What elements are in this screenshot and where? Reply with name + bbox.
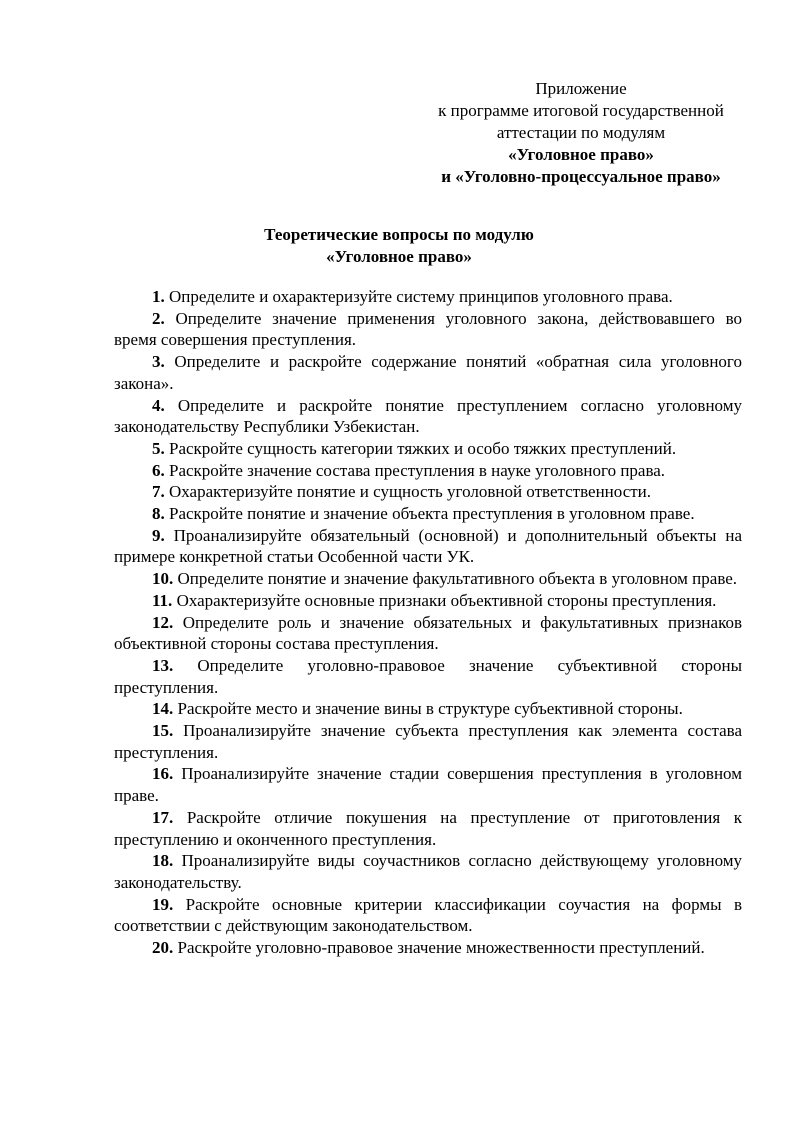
appendix-line: к программе итоговой государственной	[438, 101, 724, 120]
question-number: 13.	[152, 655, 174, 675]
question-item	[114, 460, 742, 482]
question-text: Раскройте сущность категории тяжких и особо тяжких преступлений.	[164, 438, 677, 458]
question-number: 11.	[152, 590, 173, 610]
question-item	[114, 525, 742, 568]
appendix-module-name: и «Уголовно-процессуальное право»	[441, 167, 721, 186]
question-number: 20.	[152, 938, 174, 958]
question-text: Охарактеризуйте понятие и сущность уголовной ответственности.	[164, 482, 652, 502]
question-number: 1.	[152, 287, 165, 306]
question-number: 17.	[152, 807, 174, 827]
question-text: Раскройте уголовно-правовое значение множественности преступлений.	[173, 938, 705, 958]
question-text: Раскройте понятие и значение объекта преступления в уголовном праве.	[164, 504, 695, 524]
section-heading-line: Теоретические вопросы по модулю	[264, 225, 534, 244]
question-item	[114, 850, 742, 893]
appendix-module-name: «Уголовное право»	[508, 145, 654, 164]
question-text: Раскройте значение состава преступления в науке уголовного права.	[164, 460, 666, 480]
question-item	[114, 612, 742, 655]
question-text: Охарактеризуйте основные признаки объективной стороны преступления.	[172, 590, 717, 610]
question-item	[114, 937, 742, 959]
question-text: Определите значение применения уголовного закона, действовавшего во время совершения преступления.	[114, 308, 742, 350]
question-text: Определите роль и значение обязательных и факультативных признаков объективной стороны состава преступления.	[114, 612, 742, 654]
question-number: 6.	[152, 460, 165, 480]
question-item	[114, 807, 742, 850]
question-number: 4.	[152, 395, 165, 415]
question-text: Определите уголовно-правовое значение субъективной стороны преступления.	[114, 655, 742, 697]
appendix-title: Приложение	[535, 79, 627, 98]
question-number: 18.	[152, 851, 174, 871]
appendix-header	[420, 78, 742, 188]
question-item	[114, 308, 742, 351]
question-item	[114, 286, 742, 308]
question-text: Определите и раскройте содержание понятий «обратная сила уголовного закона».	[114, 352, 742, 393]
question-number: 8.	[152, 504, 165, 524]
question-text: Раскройте основные критерии классификации соучастия на формы в соответствии с действующим законодательством.	[114, 894, 742, 936]
question-text: Проанализируйте обязательный (основной) и дополнительный объекты на примере конкретной статьи Особенной части УК.	[114, 525, 742, 567]
question-item	[114, 763, 742, 806]
question-item	[114, 698, 742, 720]
question-item	[114, 655, 742, 698]
question-text: Определите и раскройте понятие преступлением согласно уголовному законодательству Республики Узбекистан.	[114, 395, 742, 437]
question-item	[114, 894, 742, 937]
question-item	[114, 481, 742, 503]
question-text: Определите понятие и значение факультативного объекта в уголовном праве.	[173, 569, 738, 589]
question-text: Проанализируйте значение стадии совершения преступления в уголовном праве.	[114, 764, 742, 806]
section-heading	[114, 224, 742, 268]
question-number: 5.	[152, 438, 165, 458]
question-item	[114, 590, 742, 612]
question-number: 14.	[152, 699, 174, 719]
question-number: 3.	[152, 352, 165, 372]
question-text: Определите и охарактеризуйте систему принципов уголовного права.	[164, 287, 673, 306]
question-number: 2.	[152, 308, 165, 328]
question-number: 10.	[152, 569, 174, 589]
question-item	[114, 720, 742, 763]
question-item	[114, 503, 742, 525]
question-number: 19.	[152, 894, 174, 914]
question-list	[114, 286, 742, 959]
question-number: 15.	[152, 721, 174, 741]
question-item	[114, 351, 742, 394]
question-item	[114, 395, 742, 438]
question-text: Раскройте отличие покушения на преступление от приготовления к преступлению и оконченного преступления.	[114, 807, 742, 849]
question-item	[114, 568, 742, 590]
question-item	[114, 438, 742, 460]
question-text: Проанализируйте значение субъекта преступления как элемента состава преступления.	[114, 721, 742, 762]
section-heading-line: «Уголовное право»	[326, 247, 472, 266]
question-text: Раскройте место и значение вины в структуре субъективной стороны.	[173, 699, 683, 719]
question-number: 16.	[152, 764, 174, 784]
question-number: 9.	[152, 525, 165, 545]
question-number: 12.	[152, 612, 174, 632]
question-text: Проанализируйте виды соучастников согласно действующему уголовному законодательству.	[114, 851, 742, 892]
question-number: 7.	[152, 482, 165, 502]
appendix-line: аттестации по модулям	[496, 123, 666, 142]
